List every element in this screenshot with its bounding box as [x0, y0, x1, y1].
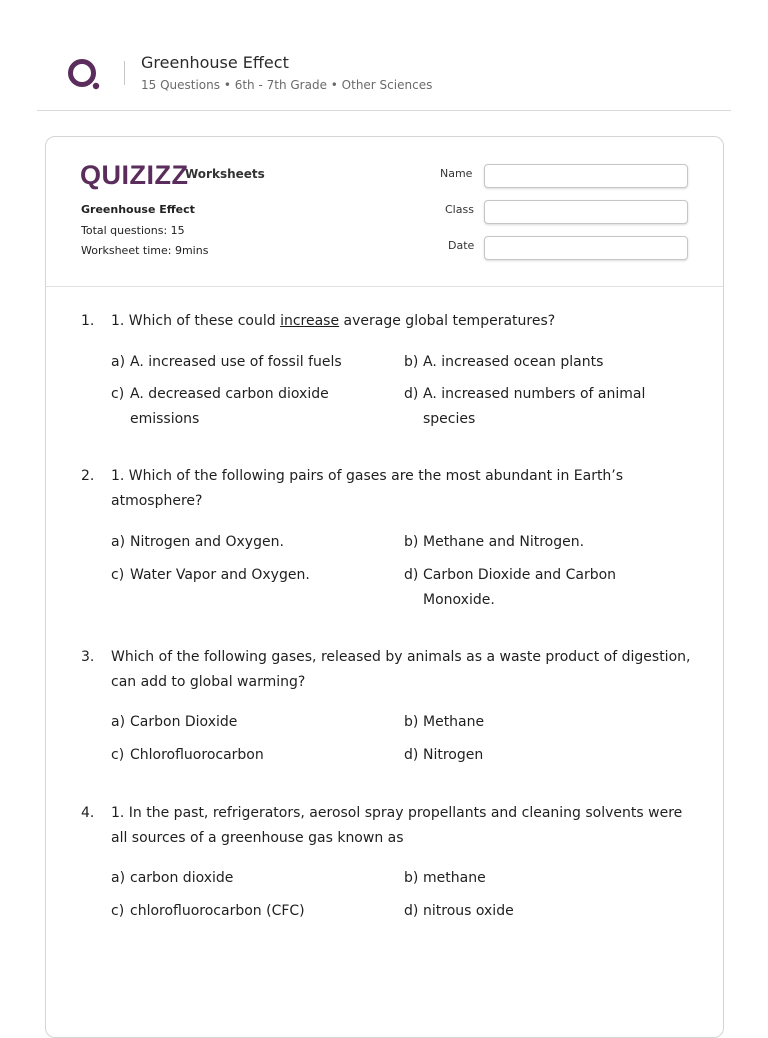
- option-b[interactable]: [404, 350, 674, 375]
- option-label: b): [404, 534, 419, 550]
- date-field[interactable]: [484, 236, 688, 260]
- worksheet-header: [46, 137, 723, 287]
- option-text: A. increased use of fossil fuels: [130, 354, 342, 370]
- option-label: c): [111, 903, 125, 919]
- option-text: A. decreased carbon dioxide emissions: [130, 386, 329, 427]
- header-divider: [124, 61, 125, 85]
- option-c[interactable]: [111, 563, 381, 588]
- option-label: b): [404, 870, 419, 886]
- option-a[interactable]: [111, 350, 381, 375]
- option-text: Nitrogen: [423, 747, 484, 763]
- worksheet: [45, 136, 724, 1038]
- option-text: nitrous oxide: [423, 903, 514, 919]
- option-d[interactable]: [404, 563, 674, 613]
- option-a[interactable]: [111, 866, 381, 891]
- quizizz-logo-icon: [66, 57, 102, 91]
- question-text-part: average global temperatures?: [339, 313, 556, 329]
- question-number: 1.: [81, 313, 95, 329]
- question-text: 1. In the past, refrigerators, aerosol spray propellants and cleaning solvents were all sources of a greenhouse gas known as: [111, 805, 683, 846]
- option-label: a): [111, 534, 126, 550]
- option-b[interactable]: [404, 710, 674, 735]
- option-b[interactable]: [404, 530, 674, 555]
- option-text: Methane: [423, 714, 485, 730]
- name-label: Name: [440, 167, 473, 180]
- question-text: Which of the following gases, released by animals as a waste product of digestion, can add to global warming?: [111, 649, 691, 690]
- option-text: carbon dioxide: [130, 870, 234, 886]
- option-c[interactable]: [111, 899, 381, 924]
- total-questions: Total questions: 15: [81, 224, 185, 237]
- option-b[interactable]: [404, 866, 674, 891]
- question-text: 1. Which of the following pairs of gases are the most abundant in Earth’s atmosphere?: [111, 468, 624, 509]
- option-a[interactable]: [111, 530, 381, 555]
- option-label: c): [111, 567, 125, 583]
- option-text: methane: [423, 870, 486, 886]
- option-c[interactable]: [111, 382, 381, 432]
- option-c[interactable]: [111, 743, 381, 768]
- underlined-word: increase: [280, 313, 340, 329]
- class-field[interactable]: [484, 200, 688, 224]
- option-label: d): [404, 567, 419, 583]
- option-d[interactable]: [404, 899, 674, 924]
- option-label: a): [111, 714, 126, 730]
- question-number: 4.: [81, 805, 95, 821]
- option-d[interactable]: [404, 382, 674, 432]
- option-text: Water Vapor and Oxygen.: [130, 567, 310, 583]
- option-text: A. increased ocean plants: [423, 354, 604, 370]
- option-label: b): [404, 354, 419, 370]
- brand-subtitle: Worksheets: [185, 167, 265, 181]
- option-text: Methane and Nitrogen.: [423, 534, 585, 550]
- page-header: [0, 0, 768, 112]
- date-label: Date: [448, 239, 475, 252]
- class-label: Class: [445, 203, 474, 216]
- question-number: 2.: [81, 468, 95, 484]
- brand-logo: QUIZIZZ: [80, 160, 189, 190]
- option-label: d): [404, 903, 419, 919]
- option-text: Carbon Dioxide: [130, 714, 238, 730]
- option-text: Nitrogen and Oxygen.: [130, 534, 284, 550]
- name-field[interactable]: [484, 164, 688, 188]
- option-d[interactable]: [404, 743, 674, 768]
- page-title: Greenhouse Effect: [141, 53, 289, 72]
- question-number: 3.: [81, 649, 95, 665]
- option-label: c): [111, 386, 125, 402]
- question-text: [111, 309, 691, 334]
- option-text: Chlorofluorocarbon: [130, 747, 264, 763]
- option-label: b): [404, 714, 419, 730]
- header-rule: [37, 110, 731, 111]
- option-label: d): [404, 747, 419, 763]
- worksheet-time: Worksheet time: 9mins: [81, 244, 209, 257]
- option-text: Carbon Dioxide and Carbon Monoxide.: [423, 567, 617, 608]
- option-text: A. increased numbers of animal species: [423, 386, 646, 427]
- worksheet-title: Greenhouse Effect: [81, 203, 195, 216]
- option-label: a): [111, 354, 126, 370]
- option-text: chlorofluorocarbon (CFC): [130, 903, 305, 919]
- option-label: d): [404, 386, 419, 402]
- option-a[interactable]: [111, 710, 381, 735]
- question-text-part: 1. Which of these could: [111, 313, 281, 329]
- option-label: c): [111, 747, 125, 763]
- page-subtitle: 15 Questions • 6th - 7th Grade • Other Sciences: [141, 78, 433, 92]
- option-label: a): [111, 870, 126, 886]
